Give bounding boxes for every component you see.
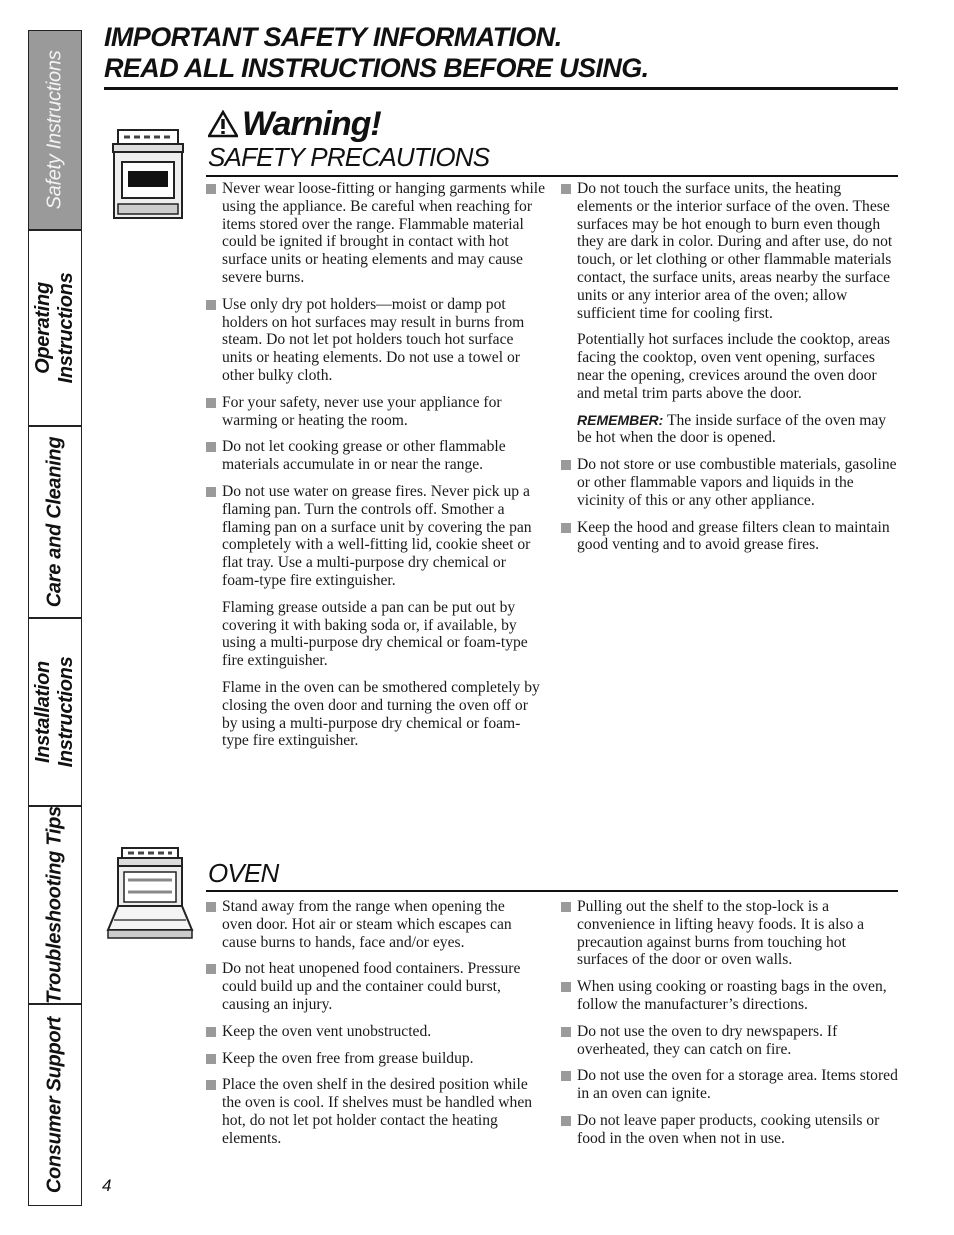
tab-safety-instructions[interactable] (28, 30, 82, 230)
oven-icon (106, 846, 196, 942)
list-item: Pulling out the shelf to the stop-lock is a convenience in lifting heavy foods. It is also a precaution against burns from touching hot surfaces of the door or oven walls. (561, 898, 899, 969)
list-item: Do not let cooking grease or other flammable materials accumulate in or near the range. (206, 438, 546, 474)
warning-right-column (561, 180, 899, 563)
oven-heading: OVEN (208, 858, 279, 888)
bullet-square (206, 902, 216, 912)
page-number: 4 (102, 1176, 112, 1195)
list-item: Do not leave paper products, cooking utensils or food in the oven when not in use. (561, 1112, 899, 1148)
bullet-square (206, 487, 216, 497)
list-item: Keep the oven vent unobstructed. (206, 1023, 536, 1041)
page-title-line-1: IMPORTANT SAFETY INFORMATION. (104, 22, 562, 52)
remember-label: REMEMBER: (577, 411, 664, 428)
tab-label: Care and Cleaning (43, 436, 66, 608)
page-title (104, 22, 898, 90)
bullet-square (561, 1027, 571, 1037)
list-item: Stand away from the range when opening the oven door. Hot air or steam which escapes can cause burns to hands, face and/or eyes. (206, 898, 536, 951)
bullet-square (206, 1054, 216, 1064)
oven-right-column (561, 898, 899, 1157)
warning-triangle-icon (208, 110, 238, 138)
list-item: Place the oven shelf in the desired position while the oven is cool. If shelves must be handled when hot, do not let pot holder contact the heating elements. (206, 1076, 536, 1147)
remember-text: The inside surface of the oven may be hot when the door is opened. (577, 411, 887, 447)
bullet-square (561, 902, 571, 912)
list-item: Do not heat unopened food containers. Pressure could build up and the container could burst, causing an injury. (206, 960, 536, 1013)
list-item: Do not use the oven for a storage area. Items stored in an oven can ignite. (561, 1067, 899, 1103)
list-item: For your safety, never use your appliance for warming or heating the room. (206, 394, 546, 430)
tab-label: Safety Instructions (43, 50, 66, 210)
list-item: Use only dry pot holders—moist or damp pot holders on hot surfaces may result in burns from steam. Do not let pot holders touch hot surface units or heating elements. Do not use a towel or other bulky cloth. (206, 296, 546, 385)
list-item: Keep the hood and grease filters clean to maintain good venting and to avoid grease fires. (561, 519, 899, 555)
section-divider (206, 175, 898, 177)
list-item: Do not use water on grease fires. Never pick up a flaming pan. Turn the controls off. Smother a flaming pan on a surface unit by covering the pan completely with a well-fitting lid, cookie sheet or flat tray. Use a multi-purpose dry chemical or foam-type fire extinguisher. (206, 483, 546, 590)
tab-operating-instructions[interactable] (28, 230, 82, 426)
list-item: When using cooking or roasting bags in the oven, follow the manufacturer’s directions. (561, 978, 899, 1014)
tab-label: Installation Instructions (32, 656, 77, 768)
paragraph: Flame in the oven can be smothered completely by closing the oven door and turning the oven off or by using a multi-purpose dry chemical or foam-type fire extinguisher. (222, 678, 540, 750)
paragraph: Flaming grease outside a pan can be put out by covering it with baking soda or, if available, by using a multi-purpose dry chemical or foam-type fire extinguisher. (222, 598, 528, 670)
tab-label: Troubleshooting Tips (43, 806, 66, 1004)
list-item: Do not store or use combustible materials, gasoline or other flammable vapors and liquids in the vicinity of this or any other appliance. (561, 456, 899, 509)
tab-installation-instructions[interactable] (28, 618, 82, 806)
safety-precautions-heading: SAFETY PRECAUTIONS (208, 142, 490, 172)
tab-care-and-cleaning[interactable] (28, 426, 82, 618)
paragraph: Potentially hot surfaces include the cooktop, areas facing the cooktop, oven vent opening, surfaces near the opening, crevices around the oven door and metal trim parts above the door. (577, 331, 891, 402)
tab-consumer-support[interactable] (28, 1004, 82, 1206)
bullet-square (206, 442, 216, 452)
bullet-square (206, 184, 216, 194)
page-title-line-2: READ ALL INSTRUCTIONS BEFORE USING. (104, 53, 649, 83)
warning-heading (208, 104, 381, 144)
bullet-square (561, 1071, 571, 1081)
list-item: Do not touch the surface units, the heating elements or the interior surface of the oven. These surfaces may be hot enough to burn even though they are dark in color. During and after use, do not touch, or let clothing or other flammable materials contact, the surface units, areas nearby the surface units or any interior area of the oven; allow sufficient time for cooling first. (561, 180, 899, 322)
remember-note (561, 412, 899, 448)
list-item: Keep the oven free from grease buildup. (206, 1050, 536, 1068)
bullet-square (206, 398, 216, 408)
list-item: Do not use the oven to dry newspapers. If overheated, they can catch on fire. (561, 1023, 899, 1059)
tab-troubleshooting-tips[interactable] (28, 806, 82, 1004)
range-icon (110, 126, 188, 222)
bullet-square (561, 460, 571, 470)
section-divider (206, 890, 898, 892)
sidebar-nav (28, 30, 84, 1206)
tab-label: Operating Instructions (32, 272, 77, 384)
oven-left-column (206, 898, 536, 1157)
bullet-square (206, 1027, 216, 1037)
bullet-square (206, 300, 216, 310)
bullet-square (206, 964, 216, 974)
bullet-square (561, 1116, 571, 1126)
bullet-square (561, 982, 571, 992)
list-item: Never wear loose-fitting or hanging garments while using the appliance. Be careful when reaching for items stored over the range. Flammable material could be ignited if brought in contact with hot surface units or heating elements and may cause severe burns. (206, 180, 546, 287)
tab-label: Consumer Support (43, 1016, 66, 1194)
bullet-square (561, 523, 571, 533)
warning-left-column (206, 180, 546, 759)
warning-title: Warning! (242, 105, 381, 143)
bullet-square (206, 1080, 216, 1090)
bullet-square (561, 184, 571, 194)
